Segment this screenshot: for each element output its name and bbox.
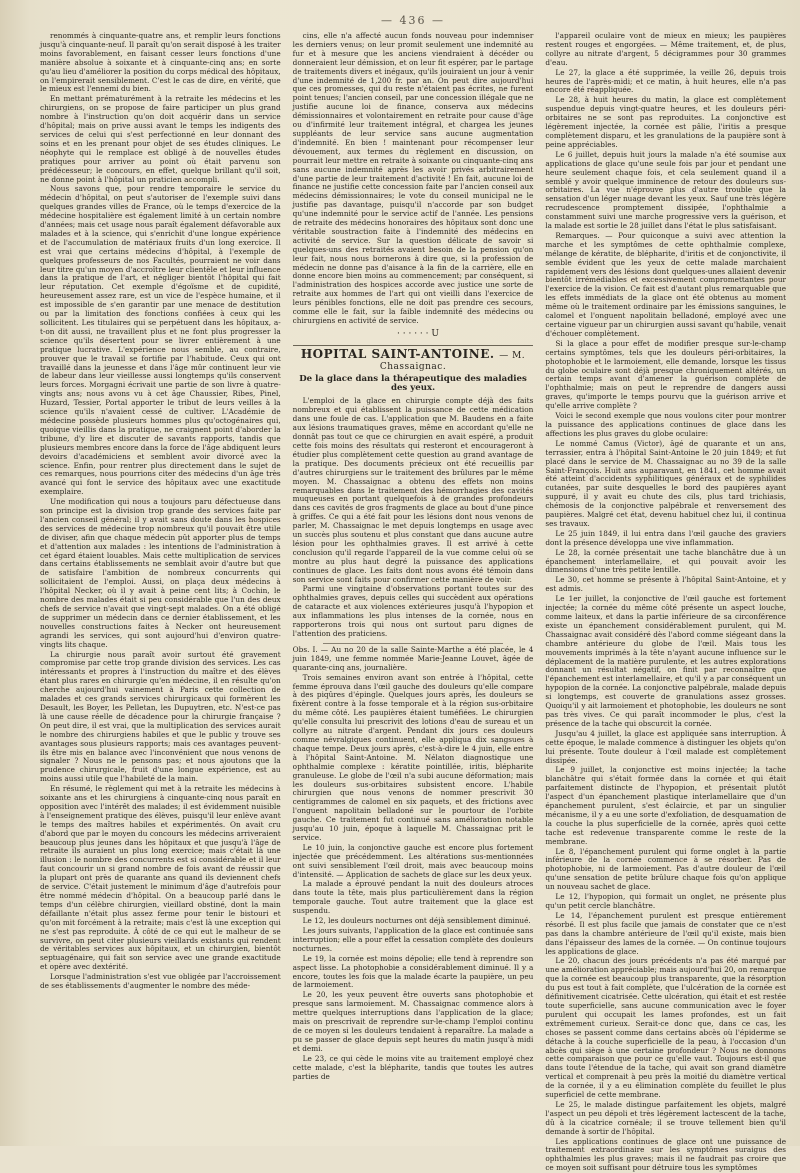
paragraph: Le 27, la glace a été supprimée, la veille 26, depuis trois heures de l'après-midi; et ce matin, à huit heures, elle n'a pas encore été réappliquée. <box>545 67 787 95</box>
paragraph: Le 20, les yeux peuvent être ouverts sans photophobie et presque sans larmoiement. M. Chassaignac commence alors à mettre quelques interruptions dans l'application de la glace; mais on prescrivait de reprendre sur-le-champ l'emploi continu de ce moyen si les douleurs tendaient à reparaître. La malade a pu se passer de glace depuis sept heures du matin jusqu'à midi et demi. <box>292 990 534 1053</box>
closing-paragraph: Les applications continues de glace ont une puissance de traitement extraordinaire sur les symptômes suraigus des ophthalmies les plus graves; mais il ne faudrait pas croire que ce moyen soit suffisant pour détruire tous les symptômes <box>545 1136 787 1173</box>
column-1 <box>40 32 281 1140</box>
paragraph: Les jours suivants, l'application de la glace est continuée sans interruption; elle a pour effet la cessation complète des douleurs nocturnes. <box>292 926 534 953</box>
divider <box>323 643 504 644</box>
paragraph: Le 30, cet homme se présente à l'hôpital Saint-Antoine, et y est admis. <box>545 575 787 594</box>
paragraph: Remarques. — Pour quiconque a suivi avec attention la marche et les symptômes de cette ophthalmie complexe, mélange de kératite, de blépharite, d'iritis et de conjonctivite, il semble évident que les yeux de cette malade marchaient rapidement vers des lésions dont quelques-unes allaient devenir bientôt irrémédiables et excessivement compromettantes pour l'exercice de la vision. Ce fait est d'autant plus remarquable que les effets immédiats de la glace ont été obtenus au moment même où le traitement ordinaire par les émissions sanguines, le calomel et l'onguent napolitain belladoné, employé avec une certaine vigueur par un chirurgien aussi savant qu'habile, venait d'échouer complètement. <box>545 230 787 338</box>
paragraph: Le 1er juillet, la conjonctive de l'œil gauche est fortement injectée; la cornée du même côté présente un aspect louche, comme laiteux, et dans la partie inférieure de sa circonférence existe un épanchement considérablement purulent, qui M. Chassaignac avait considéré dès l'abord comme siégeant dans la chambre antérieure du globe de l'œil. Mais tous les mouvements imprimés à la tête n'ayant aucune influence sur le déplacement de la matière purulente, et les autres explorations donnant un résultat négatif, on finit par reconnaître que l'épanchement est interlamellaire, et qu'il y a par conséquent un hypopion de la cornée. La conjonctive palpébrale, malade depuis si longtemps, est couverte de granulations assez grosses. Quoiqu'il y ait larmoiement et photophobie, les douleurs ne sont pas très vives. Ce qui paraît incommoder le plus, c'est la présence de la tache qui obscurcit la cornée. <box>545 594 787 728</box>
paragraph: Le 6 juillet, depuis huit jours la malade n'a été soumise aux applications de glace qu'une seule fois par jour et pendant une heure seulement chaque fois, et cela seulement quand il a semblé y avoir quelque imminence de retour des douleurs sus-orbitaires. La vue n'éprouve plus d'autre trouble que la sensation d'un léger nuage devant les yeux. Sauf une très légère recrudescence promptement dissipée, l'ophthalmie a constamment suivi une marche progressive vers la guérison, et la malade est sortie le 28 juillet dans l'état le plus satisfaisant. <box>545 149 787 231</box>
paragraph: Si la glace a pour effet de modifier presque sur-le-champ certains symptômes, tels que les douleurs péri-orbitaires, la photophobie et le larmoiement, elle demande, lorsque les tissus du globe oculaire sont déjà presque chroniquement altérés, un certain temps avant d'amener la guérison complète de l'ophthalmie; mais on peut le reprendre de dangers aussi graves, qu'importe le temps pourvu que la guérison arrive et qu'elle arrive complète ? <box>545 338 787 411</box>
paragraph: Le 9 juillet, la conjonctive est moins injectée; la tache blanchâtre qui s'était formée dans la cornée et qui était parfaitement distincte de l'hypopion, et présentait plutôt l'aspect d'un épanchement plastique interlamellaire que d'un épanchement purulent, s'est éclaircie, et par un singulier mécanisme, il y a eu une sorte d'exfoliation, de desquamation de la couche la plus superficielle de la cornée, après quoi cette tache est redevenue transparente comme le reste de la membrane. <box>545 765 787 846</box>
paragraph: Le 10 juin, la conjonctive gauche est encore plus fortement injectée que précédemment. Les altérations sus-mentionnées ont suivi sensiblement l'œil droit, mais avec beaucoup moins d'intensité. — Application de sachets de glace sur les deux yeux. <box>292 842 534 879</box>
page-number: — 436 — <box>381 13 445 27</box>
article-title-text: HOPITAL SAINT-ANTOINE. <box>300 346 495 361</box>
paragraph: l'appareil oculaire vont de mieux en mieux; les paupières restent rouges et engorgées. — Même traitement, et, de plus, collyre au nitrate d'argent, 5 décigrammes pour 30 grammes d'eau. <box>545 31 787 67</box>
columns <box>40 31 787 1173</box>
article-title <box>293 345 534 372</box>
paragraph: Le 14, l'épanchement purulent est presque entièrement résorbé. Il est plus facile que jamais de constater que ce n'est pas dans la chambre antérieure de l'œil qu'il existe, mais bien dans l'épaisseur des lames de la cornée. — On continue toujours les applications de glace. <box>545 910 787 956</box>
paragraph: Nous savons que, pour rendre temporaire le service du médecin d'hôpital, on peut s'autoriser de l'exemple suivi dans quelques grandes villes de France, où le temps d'exercice de la médecine hospitalière est également limité à un certain nombre d'années; mais cet usage nous paraît également défavorable aux malades et à la science, qui s'enrichit d'une longue expérience et de l'accumulation de matériaux fruits d'un long exercice. Il est vrai que certains médecins d'hôpital, à l'exemple de quelques professeurs de nos Facultés, pourraient ne voir dans leur titre qu'un moyen d'accroître leur clientèle et leur influence dans la pratique de l'art, et négliger bientôt l'hôpital qui fait leur réputation. Cet exemple d'égoïsme et de cupidité, heureusement assez rare, est un vice de l'espèce humaine, et il est impossible de s'en garantir par une menace de destitution ou par la limitation des fonctions confiées à ceux qui les sollicitent. Les titulaires qui se perpétuent dans les hôpitaux, a-t-on dit aussi, ne travaillent plus et ne font plus progresser la science qu'ils désertent pour se livrer entièrement à une pratique lucrative. L'expérience nous semble, au contraire, prouver que le travail se fortifie par l'habitude. Ceux qui ont travaillé dans la jeunesse et dans l'âge mûr continuent leur vie de labeur dans leur vieillesse aussi longtemps qu'ils conservent leurs forces. Morgagni écrivait une partie de son livre à quatre-vingts ans; nous avons vu à cet âge Chaussier, Ribes, Pinel, Huzard, Tessier, Portal apporter le tribut de leurs veilles à la science qu'ils n'avaient cessé de cultiver. L'Académie de médecine possède plusieurs hommes plus qu'octogénaires qui, quoique vieillis dans la pratique, ne craignent point d'aborder la tribune, d'y lire et discuter de savants rapports, tandis que plusieurs membres encore dans la force de l'âge abdiquent leurs devoirs d'académiciens et semblent avoir divorcé avec la science. Enfin, pour rentrer plus directement dans le sujet de ces remarques, nous pourrions citer des médecins d'un âge très avancé qui font le service des hôpitaux avec une exactitude exemplaire. <box>40 184 281 497</box>
paragraph: Le nommé Camus (Victor), âgé de quarante et un ans, terrassier, entra à l'hôpital Saint-Antoine le 20 juin 1849; et fut placé dans le service de M. Chassaignac au no 39 de la salle Saint-François. Huit ans auparavant, en 1841, cet homme avait été atteint d'accidents syphilitiques généraux et de syphilides cutanées, par suite desquelles le bord des paupières ayant suppuré, il y avait eu chute des cils, plus tard trichiasis, chémosis de la conjonctive palpébrale et renversement des paupières. Malgré cet état, devenu habituel chez lui, il continua ses travaux. <box>545 438 787 528</box>
paragraph: En mettant prématurément à la retraite les médecins et les chirurgiens, on se propose de faire participer un plus grand nombre à l'instruction qu'on doit acquérir dans un service d'hôpital; mais on prive aussi avant le temps les indigents des services de celui qui s'est perfectionné en leur donnant des soins et en les prenant pour objet de ses études cliniques. Le néophyte qui le remplace est obligé à de nouvelles études pratiques pour arriver au point où était parvenu son prédécesseur; le concours, en effet, quelque brillant qu'il soit, ne donne point à l'hôpital un praticien accompli. <box>40 94 281 184</box>
paragraph: Le 19, la cornée est moins dépolie; elle tend à reprendre son aspect lisse. La photophobie a considérablement diminué. Il y a encore, toutes les fois que la malade écarte la paupière, un peu de larmoiement. <box>292 953 534 990</box>
paragraph: Le 25 juin 1849, il lui entra dans l'œil gauche des graviers dont la présence développa une vive inflammation. <box>545 528 787 547</box>
article-subtitle: De la glace dans la thérapeutique des maladies des yeux. <box>299 373 527 393</box>
paragraph: L'emploi de la glace en chirurgie compte déjà des faits nombreux et qui établissent la puissance de cette médication dans une foule de cas. L'application que M. Baudens en a faite aux lésions traumatiques graves, même en accordant qu'elle ne donnât pas tout ce que ce chirurgien en avait espéré, a produit cette fois moins des résultats qui resteront et encourageront à étudier plus complètement cette question au grand avantage de la pratique. Des documents précieux ont été recueillis par d'autres chirurgiens sur le traitement des brûlures par le même moyen. M. Chassaignac a obtenu des effets non moins remarquables dans le traitement des hémorrhagies des cavités muqueuses en portant quelquefois à de grandes profondeurs dans ces cavités de gros fragments de glace au bout d'une pince à griffes. Ce qui a été fait pour les lésions dont nous venons de parler, M. Chassaignac le met depuis longtemps en usage avec un succès plus soutenu et plus constant que dans aucune autre lésion pour les ophthalmies graves. Il est arrivé à cette conclusion qu'il regarde l'appareil de la vue comme celui où se montre au plus haut degré la puissance des applications continues de glace. Les faits dont nous avons été témoin dans son service sont faits pour confirmer cette manière de voir. <box>292 396 534 584</box>
paragraph: La malade a éprouvé pendant la nuit des douleurs atroces dans toute la tête, mais plus particulièrement dans la région temporale gauche. Tout autre traitement que la glace est suspendu. <box>292 879 534 916</box>
paragraph: Jusqu'au 4 juillet, la glace est appliquée sans interruption. À cette époque, le malade commence à distinguer les objets qu'on lui présente. Toute douleur à l'œil malade est complètement dissipée. <box>545 728 787 765</box>
paragraph: Le 25, le malade distingue parfaitement les objets, malgré l'aspect un peu dépoli et très légèrement lactescent de la tache, dû à la cicatrice cornéale; il se trouve tellement bien qu'il demande à sortir de l'hôpital. <box>545 1099 787 1136</box>
signature: · · · · · · U <box>397 328 439 339</box>
paragraph: Le 12, les douleurs nocturnes ont déjà sensiblement diminué. <box>302 916 531 926</box>
paragraph: La chirurgie nous paraît avoir surtout été gravement compromise par cette trop grande division des services. Les cas intéressants et propres à l'instruction du maître et des élèves étant plus rares en chirurgie qu'en médecine, il en résulte qu'on cherche aujourd'hui vainement à Paris cette collection de malades et ces grands services chirurgicaux qui formèrent les Desault, les Boyer, les Pelletan, les Dupuytren, etc. N'est-ce pas là une cause réelle de décadence pour la chirurgie française ? On peut dire, il est vrai, que la multiplication des services aurait le nombre des chirurgiens habiles et que le public y trouve ses avantages sous plusieurs rapports; mais ces avantages peuvent-ils être mis en balance avec l'inconvénient que nous venons de signaler ? Nous ne le pensons pas; et nous ajoutons que la prudence chirurgicale, fruit d'une longue expérience, est au moins aussi utile que l'habileté de la main. <box>40 649 281 784</box>
paragraph: Le 23, ce qui cède le moins vite au traitement employé chez cette malade, c'est la blépharite, tandis que toutes les autres parties de <box>292 1053 534 1081</box>
paragraph: Parmi une vingtaine d'observations portant toutes sur des ophthalmies graves, depuis celles qui succèdent aux opérations de cataracte et aux violences extérieures jusqu'à l'hypopion et aux inflammations les plus intenses de la cornée, nous en rapporterons trois qui nous ont surtout paru dignes de l'attention des praticiens. <box>292 584 534 638</box>
observation-paragraph: Obs. I. — Au no 20 de la salle Sainte-Marthe a été placée, le 4 juin 1849, une femme nommée Marie-Jeanne Louvet, âgée de quarante-cinq ans, journalière. <box>292 644 534 672</box>
paragraph: Le 28, à huit heures du matin, la glace est complètement suspendue depuis vingt-quatre heures, et les douleurs péri-orbitaires ne se sont pas reproduites. La conjonctive est légèrement injectée, la cornée est pâlie, l'iritis a presque complètement disparu, et les granulations de la paupière sont à peine appréciables. <box>545 95 787 149</box>
column-2 <box>293 32 534 1140</box>
paragraph: En résumé, le règlement qui met à la retraite les médecins à soixante ans et les chirurgiens à cinquante-cinq nous paraît en opposition avec l'intérêt des malades; il est évidemment nuisible à l'enseignement pratique des élèves, puisqu'il leur enlève avant le temps des maîtres habiles et expérimentés. On avait cru d'abord que par le moyen du concours les médecins arriveraient beaucoup plus jeunes dans les hôpitaux et que jusqu'à l'âge de retraite ils auraient un plus long exercice; mais c'était là une illusion : le nombre des concurrents est si considérable et il leur faut concourir un si grand nombre de fois avant de réussir que la plupart ont près de quarante ans quand ils deviennent chefs de service. C'était justement le minimum d'âge d'autrefois pour être nommé médecin d'hôpital. On a beaucoup parlé dans le temps d'un célèbre chirurgien, vieillard obstiné, dont la main défaillante n'était plus assez ferme pour tenir le bistouri et qu'on mit forcément à la retraite; mais c'est là une exception qui ne s'est pas reproduite. À côté de ce qui eut le malheur de se survivre, on peut citer plusieurs vieillards existants qui rendent de véritables services aux hôpitaux, et un chirurgien, bientôt septuagénaire, qui fait son service avec une grande exactitude et opère avec dextérité. <box>40 784 281 972</box>
paragraph: Le 20, chacun des jours précédents n'a pas été marqué par une amélioration appréciable; mais aujourd'hui 20, on remarque que la cornée est beaucoup plus transparente, que la résorption du pus est tout à fait complète, que l'ulcération de la cornée est définitivement cicatrisée. Cette ulcération, qui était et est restée toute superficielle, sans aucune communication avec le foyer purulent qui occupait les lames profondes, est un fait extrêmement curieux. Serait-ce donc que, dans ce cas, les choses se passent comme dans certains abcès où l'épiderme se détache à la couche superficielle de la peau, à l'occasion d'un abcès qui siège à une certaine profondeur ? Nous ne donnons cette comparaison que pour ce qu'elle vaut. Toujours est-il que dans toute l'étendue de la tache, qui avait son grand diamètre vertical et comprenait à peu près la moitié du diamètre vertical de la cornée, il y a eu élimination complète du feuillet le plus superficiel de cette membrane. <box>545 956 787 1100</box>
article-author: — M. Chassaignac. <box>379 350 526 372</box>
paragraph: renommés à cinquante-quatre ans, et remplir leurs fonctions jusqu'à cinquante-neuf. Il paraît qu'on serait disposé à les traiter moins favorablement, en faisant cesser leurs fonctions d'une manière absolue à soixante et à cinquante-cinq ans; en sorte qu'au lieu d'améliorer la position du corps médical des hôpitaux, on l'empirerait sensiblement. C'est le cas de dire, en vérité, que le mieux est l'ennemi du bien. <box>40 31 281 94</box>
paragraph: cins, elle n'a affecté aucun fonds nouveau pour indemniser les derniers venus; on leur promit seulement une indemnité au fur et à mesure que les anciens viendraient à décéder ou donneraient leur démission, et on leur fit espérer, par le partage de traitements divers et inégaux, qu'ils jouiraient un jour à venir d'une indemnité de 1,200 fr. par an. On peut dire aujourd'hui que ces promesses, qui du reste n'étaient pas écrites, ne furent point tenues; l'ancien conseil, par une concession illégale que ne justifie aucune loi de finance, conserva aux médecins démissionnaires et volontairement en retraite pour cause d'âge ou d'infirmité leur traitement intégral, et chargea les jeunes suppléants de leur service sans aucune augmentation d'indemnité. En bien ! maintenant pour récompenser leur dévouement, aux termes du règlement en discussion, on pourrait leur mettre en retraite à soixante ou cinquante-cinq ans sans aucune indemnité après les avoir privés arbitrairement d'une partie de leur traitement d'activité ! En fait, aucune loi de finance ne justifie cette concession faite par l'ancien conseil aux médecins démissionnaires; le vote du conseil municipal ne le justifie pas davantage, puisqu'il n'accorde par son budget qu'une indemnité pour le service actif de l'année. Les pensions de retraite des médecins honoraires des hôpitaux sont donc une véritable soustraction faite à l'indemnité des médecins en activité de service. Sur la question délicate de savoir si quelques-uns des retraités avaient besoin de la pension qu'on leur fait, nous nous bornerons à dire que, si la profession de médecin ne donne pas d'aisance à la fin de la carrière, elle en donne encore bien moins au commencement; par conséquent, si l'administration des hospices accorde avec justice une sorte de retraite aux hommes de l'art qui ont vieilli dans l'exercice de leurs pénibles fonctions, elle ne doit pas prendre ces secours, comme elle le fait, sur la faible indemnité des médecins ou chirurgiens en activité de service. <box>292 31 534 325</box>
paragraph: Trois semaines environ avant son entrée à l'hôpital, cette femme éprouva dans l'œil gauche des douleurs qu'elle compare à des piqûres d'épingle. Quelques jours après, les douleurs se fixèrent contre à la fosse temporale et à la région sus-orbitaire du même côté. Les paupières étaient tuméfiées. Le chirurgien qu'elle consulta lui prescrivit des lotions d'eau de sureau et un collyre au nitrate d'argent. Pendant dix jours ces douleurs comme névralgiques continuent, elle appliqua dix sangsues à chaque tempe. Deux jours après, c'est-à-dire le 4 juin, elle entre à l'hôpital Saint-Antoine. M. Nélaton diagnostique une ophthalmie complexe : kératite pointillée, iritis, blépharite granuleuse. Le globe de l'œil n'a subi aucune déformation; mais les douleurs sus-orbitaires subsistent encore. L'habile chirurgien que nous venons de nommer prescrivit 30 centigrammes de calomel en six paquets, et des frictions avec l'onguent napolitain belladoné sur le pourtour de l'orbite gauche. Ce traitement fut continué sans amélioration notable jusqu'au 10 juin, époque à laquelle M. Chassaignac prit le service. <box>292 672 534 842</box>
paragraph: Une modification qui nous a toujours paru défectueuse dans son principe est la division trop grande des services faite par l'ancien conseil général; il y avait sans doute dans les hospices des services de médecine trop nombreux qu'il pouvait être utile de diviser, afin que chaque médecin pût apporter plus de temps et d'attention aux malades : les intentions de l'administration à cet égard étaient louables. Mais cette multiplication de services dans certains établissements ne semblait avoir d'autre but que de satisfaire l'ambition de nombreux concurrents qui sollicitaient de l'emploi. Aussi, on plaça deux médecins à l'hôpital Necker, où il y avait à peine cent lits; à Cochin, le nombre des malades était si peu considérable que l'un des deux chefs de service n'avait que vingt-sept malades. On a été obligé de supprimer un médecin dans ce dernier établissement, et les nouvelles constructions faites à Necker ont heureusement agrandi les services, qui sont aujourd'hui d'environ quatre-vingts lits chaque. <box>40 497 281 649</box>
paragraph: Lorsque l'administration s'est vue obligée par l'accroissement de ses établissements d'augmenter le nombre des méde- <box>40 972 281 991</box>
paragraph: Voici le second exemple que nous voulons citer pour montrer la puissance des applications continues de glace dans les affections les plus graves du globe oculaire: <box>545 411 787 438</box>
column-3 <box>545 31 787 1173</box>
paragraph: Le 28, la cornée présentait une tache blanchâtre due à un épanchement interlamellaire, et qui pouvait avoir les dimensions d'une très petite lentille. <box>545 547 787 575</box>
page-header <box>40 8 786 32</box>
paragraph: Le 8, l'épanchement purulent qui forme onglet à la partie inférieure de la cornée commence à se résorber. Pas de photophobie, ni de larmoiement. Pas d'autre douleur de l'œil qu'une sensation de petite brûlure chaque fois qu'on applique un nouveau sachet de glace. <box>545 846 787 892</box>
paragraph: Le 12, l'hypopion, qui formait un onglet, ne présente plus qu'un petit cercle blanchâtre. <box>545 892 787 910</box>
